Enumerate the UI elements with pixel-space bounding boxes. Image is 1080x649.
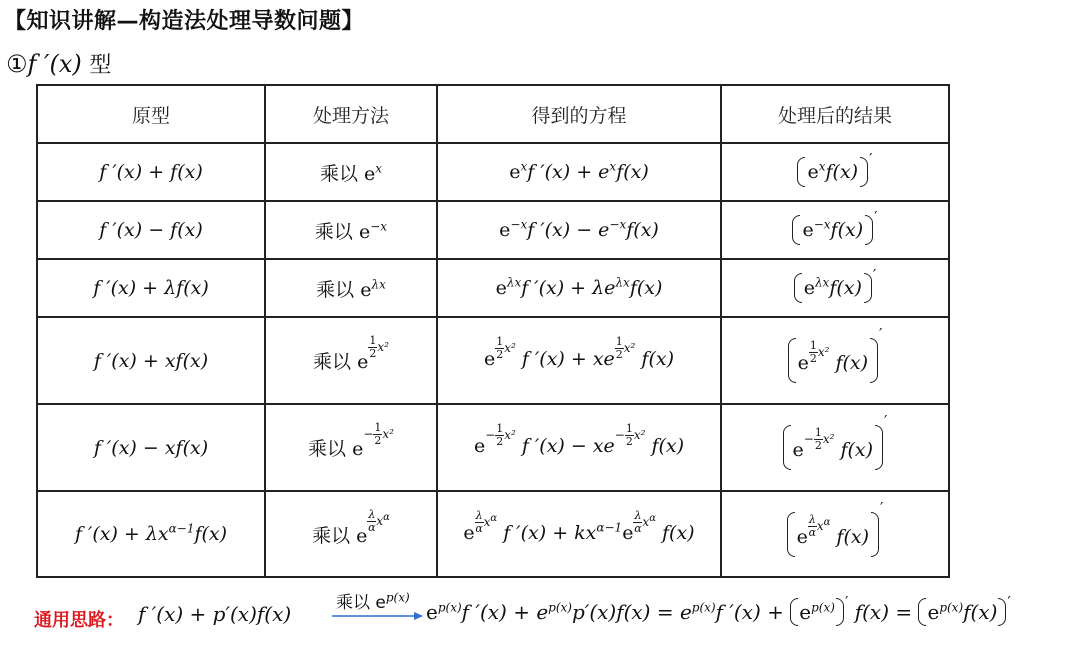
cell-prototype: f ′(x) + λf(x) <box>37 259 265 317</box>
subtitle-formula: f ′(x) <box>27 50 82 78</box>
cell-method: 乘以 $e^{-x}$ <box>265 201 437 259</box>
table-row <box>37 143 949 201</box>
table-header-row <box>37 85 949 143</box>
table-row <box>37 491 949 577</box>
table-row <box>37 259 949 317</box>
cell-equation: e $\frac{1}{2}$ x² f ′(x) + xe $\frac{1}{2}$ x² f(x) <box>437 317 721 404</box>
cell-result: e $\frac{\lambda}{\alpha}$ $x^\alpha$ f(x)′ <box>721 491 949 577</box>
cell-prototype: f ′(x) + f(x) <box>37 143 265 201</box>
arrow-label: 乘以 $e^{p(x)}$ <box>336 590 410 613</box>
cell-result: e− $\frac{1}{2}$ x² f(x)′ <box>721 404 949 491</box>
general-rhs: $e^{p(x)}f$ $'(x) + e^{p(x)}p'(x)f(x) = e^{p(x)}f$ $'(x) + e^{p(x)}$ ′ $f(x) = e^{p(x)}f(x)$ ′ <box>426 593 1011 624</box>
cell-equation: $e^{-x}f$ $'(x) - e^{-x}f(x)$ <box>437 201 721 259</box>
subtitle-number: ① <box>6 50 28 78</box>
cell-result: $e^{-x}f(x)'$ <box>721 201 949 259</box>
cell-prototype: f ′(x) + xf(x) <box>37 317 265 404</box>
table-row <box>37 201 949 259</box>
general-approach <box>34 590 1074 644</box>
page-title: 【知识讲解—构造法处理导数问题】 <box>4 9 365 34</box>
subtitle-type: 型 <box>89 53 112 78</box>
header-prototype: 原型 <box>37 85 265 143</box>
table-row <box>37 317 949 404</box>
section-subtitle <box>6 48 111 79</box>
cell-result: $e^xf(x)'$ <box>721 143 949 201</box>
cell-method: 乘以 e $\frac{\lambda}{\alpha}$ $x^\alpha$ <box>265 491 437 577</box>
cell-method: 乘以 e $\frac{1}{2}$ x² <box>265 317 437 404</box>
cell-method: 乘以 $e^x$ <box>265 143 437 201</box>
cell-result: e $\frac{1}{2}$ x² f(x)′ <box>721 317 949 404</box>
cell-equation: e− $\frac{1}{2}$ x² f ′(x) − xe− $\frac{1}{2}$ x² f(x) <box>437 404 721 491</box>
general-lhs: f ′(x) + p′(x)f(x) <box>138 602 292 626</box>
cell-equation: e $\frac{\lambda}{\alpha}$ $x^\alpha$ f $'(x) + kx^{\alpha-1}e$ $\frac{\lambda}{\alpha}$ $x^\alpha$ f(x) <box>437 491 721 577</box>
header-method: 处理方法 <box>265 85 437 143</box>
construction-table <box>36 84 950 578</box>
cell-prototype: f ′(x) − xf(x) <box>37 404 265 491</box>
cell-result: $e^{\lambda x}f(x)'$ <box>721 259 949 317</box>
cell-prototype: f $'(x) + \lambda x^{\alpha-1}f(x)$ <box>37 491 265 577</box>
cell-method: 乘以 $e^{\lambda x}$ <box>265 259 437 317</box>
header-result: 处理后的结果 <box>721 85 949 143</box>
header-equation: 得到的方程 <box>437 85 721 143</box>
transform-arrow <box>330 590 424 634</box>
arrow-icon <box>330 610 424 622</box>
general-approach-label: 通用思路： <box>34 610 124 631</box>
cell-equation: $e^xf$ $'(x) + e^xf(x)$ <box>437 143 721 201</box>
cell-equation: $e^{\lambda x}f$ $'(x) + \lambda e^{\lambda x}f(x)$ <box>437 259 721 317</box>
cell-prototype: f ′(x) − f(x) <box>37 201 265 259</box>
table-row <box>37 404 949 491</box>
cell-method: 乘以 e− $\frac{1}{2}$ x² <box>265 404 437 491</box>
